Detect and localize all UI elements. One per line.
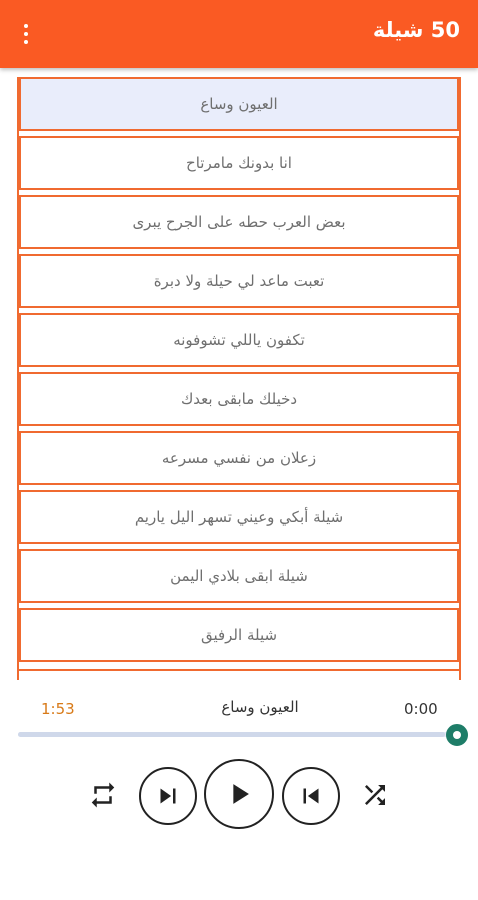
list-item-partial[interactable] [19, 669, 459, 680]
seek-handle[interactable] [446, 724, 468, 746]
repeat-icon[interactable] [84, 776, 122, 814]
list-item-label: بعض العرب حطه على الجرح يبرى [132, 213, 346, 231]
list-item[interactable] [19, 77, 459, 131]
list-item[interactable] [19, 254, 459, 308]
skip-previous-button[interactable] [282, 767, 340, 825]
track-list[interactable] [17, 77, 461, 680]
list-item[interactable] [19, 372, 459, 426]
list-item[interactable] [19, 608, 459, 662]
elapsed-label: 0:00 [404, 700, 438, 718]
player-panel [0, 682, 478, 900]
list-item-label: تكفون ياللي تشوفونه [173, 331, 305, 349]
skip-next-icon [153, 781, 183, 811]
list-item-label: العيون وساع [200, 95, 278, 113]
list-item[interactable] [19, 549, 459, 603]
list-item-label: تعبت ماعد لي حيلة ولا دبرة [153, 272, 325, 290]
shuffle-icon[interactable] [356, 776, 394, 814]
play-button[interactable] [204, 759, 274, 829]
skip-previous-icon [296, 781, 326, 811]
duration-label: 1:53 [41, 700, 75, 718]
list-item-label: شيلة ابقى بلادي اليمن [170, 567, 308, 585]
skip-next-button[interactable] [139, 767, 197, 825]
list-item-label: دخيلك مابقى بعدك [180, 390, 298, 408]
list-item[interactable] [19, 431, 459, 485]
more-vert-icon[interactable] [14, 20, 38, 48]
seek-bar[interactable] [18, 732, 458, 737]
list-item-label: انا بدونك مامرتاح [186, 154, 292, 172]
list-item-label: شيلة أبكي وعيني تسهر اليل ياريم [134, 508, 344, 526]
page-title: 50 شيلة [372, 18, 460, 42]
play-icon [222, 777, 256, 811]
now-playing-title: العيون وساع [221, 698, 299, 716]
list-item[interactable] [19, 136, 459, 190]
list-item[interactable] [19, 313, 459, 367]
list-item[interactable] [19, 195, 459, 249]
list-item[interactable] [19, 490, 459, 544]
seek-bar-fill [18, 732, 445, 737]
list-item-label: شيلة الرفيق [200, 626, 278, 644]
app-bar [0, 0, 478, 68]
list-item-label: زعلان من نفسي مسرعه [161, 449, 317, 467]
